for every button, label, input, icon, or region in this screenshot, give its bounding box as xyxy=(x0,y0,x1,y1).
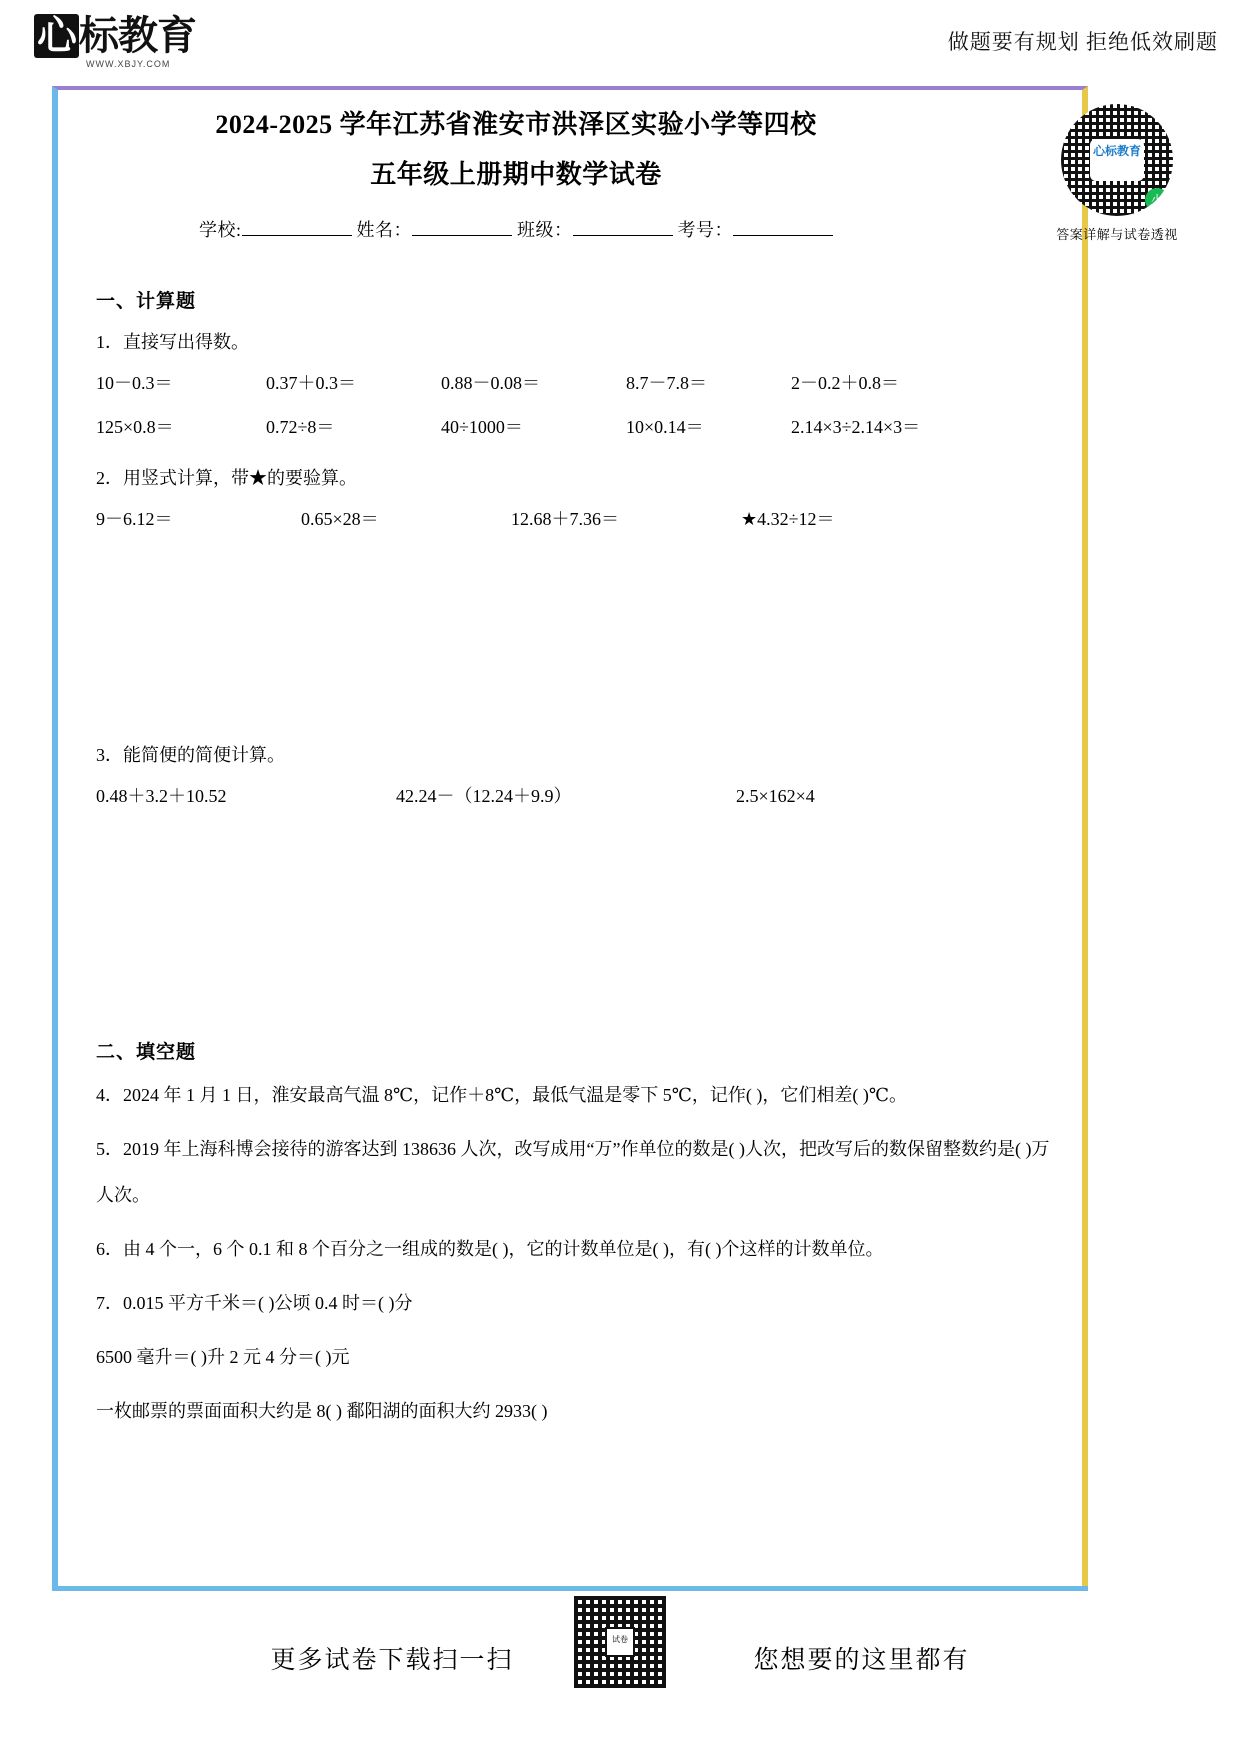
qr-caption: 答案详解与试卷透视 xyxy=(1056,227,1178,242)
q1-r1-item-5: 2－0.2＋0.8＝ xyxy=(791,373,899,393)
logo-rest-text: 标教育 xyxy=(79,14,196,58)
section-heading-2: 二、填空题 xyxy=(96,1042,197,1063)
question-1-prompt: 1．直接写出得数。 xyxy=(96,332,249,352)
footer-qr-label: 试卷 xyxy=(605,1627,635,1657)
qr-center-label: 心标教育 xyxy=(1090,139,1144,181)
title-line-2: 五年级上册期中数学试卷 xyxy=(370,160,662,189)
question-2-prompt: 2．用竖式计算，带★的要验算。 xyxy=(96,468,357,488)
label-name: 姓名： xyxy=(356,220,412,240)
answer-qr-block[interactable] xyxy=(1052,104,1182,243)
label-class: 班级： xyxy=(517,220,573,240)
brand-logo xyxy=(34,14,214,70)
q1-r1-item-3: 0.88－0.08＝ xyxy=(441,373,540,393)
footer-left-text: 更多试卷下载扫一扫 xyxy=(270,1647,514,1674)
class-blank[interactable] xyxy=(573,235,673,236)
q1-r1-item-4: 8.7－7.8＝ xyxy=(626,373,707,393)
q1-r1-item-2: 0.37＋0.3＝ xyxy=(266,373,356,393)
logo-wordmark xyxy=(34,14,214,58)
question-5: 5．2019 年上海科博会接待的游客达到 138636 人次，改写成用“万”作单位的数是( )人次，把改写后的数保留整数约是( )万人次。 xyxy=(96,1139,1050,1205)
title-line-1: 2024-2025 学年江苏省淮安市洪泽区实验小学等四校 xyxy=(215,110,817,139)
header-slogan: 做题要有规划 拒绝低效刷题 xyxy=(947,30,1218,54)
question-1-row-2 xyxy=(96,405,1056,449)
footer-right-text: 您想要的这里都有 xyxy=(753,1647,970,1674)
q3-item-2: 42.24－（12.24＋9.9） xyxy=(396,786,572,806)
page-footer xyxy=(0,1606,1240,1754)
logo-url-text: WWW.XBJY.COM xyxy=(86,59,171,69)
section-heading-1: 一、计算题 xyxy=(96,291,197,312)
school-blank[interactable] xyxy=(242,235,352,236)
question-2-work-area[interactable] xyxy=(96,541,1056,726)
q2-item-4: ★4.32÷12＝ xyxy=(741,509,835,529)
q1-r2-item-2: 0.72÷8＝ xyxy=(266,417,335,437)
question-3-row-1 xyxy=(96,774,1056,818)
question-6: 6．由 4 个一，6 个 0.1 和 8 个百分之一组成的数是( )，它的计数单位是( )，有( )个这样的计数单位。 xyxy=(96,1239,884,1259)
logo-xin-char: 心 xyxy=(34,14,79,58)
exam-no-blank[interactable] xyxy=(733,235,833,236)
label-exam-no: 考号： xyxy=(677,220,733,240)
page-title xyxy=(96,100,1056,200)
q1-r2-item-5: 2.14×3÷2.14×3＝ xyxy=(791,417,921,437)
question-7-line-1: 7．0.015 平方千米＝( )公顷 0.4 时＝( )分 xyxy=(96,1293,413,1313)
q3-item-3: 2.5×162×4 xyxy=(736,786,815,806)
q3-item-1: 0.48＋3.2＋10.52 xyxy=(96,786,227,806)
label-school: 学校: xyxy=(198,220,242,240)
q1-r1-item-1: 10－0.3＝ xyxy=(96,373,173,393)
q2-item-1: 9－6.12＝ xyxy=(96,509,173,529)
question-7-line-3: 一枚邮票的票面面积大约是 8( ) 鄱阳湖的面积大约 2933( ) xyxy=(96,1401,548,1421)
student-info-line xyxy=(96,216,1056,242)
page-frame-bottom xyxy=(52,1586,1088,1591)
qr-code-icon[interactable] xyxy=(1061,104,1173,216)
q2-item-2: 0.65×28＝ xyxy=(301,509,379,529)
question-3-work-area[interactable] xyxy=(96,818,1056,993)
name-blank[interactable] xyxy=(412,235,512,236)
footer-text xyxy=(0,1640,1240,1676)
qr-badge-icon: 小 xyxy=(1145,188,1169,212)
question-4: 4．2024 年 1 月 1 日，淮安最高气温 8℃，记作＋8℃，最低气温是零下 5℃，记作( )，它们相差( )℃。 xyxy=(96,1085,908,1105)
q1-r2-item-1: 125×0.8＝ xyxy=(96,417,174,437)
document-body xyxy=(96,100,1056,1434)
question-3-prompt: 3．能简便的简便计算。 xyxy=(96,745,285,765)
q1-r2-item-4: 10×0.14＝ xyxy=(626,417,704,437)
page-header xyxy=(0,0,1240,82)
question-1-row-1 xyxy=(96,361,1056,405)
q1-r2-item-3: 40÷1000＝ xyxy=(441,417,523,437)
q2-item-3: 12.68＋7.36＝ xyxy=(511,509,619,529)
question-2-row-1 xyxy=(96,497,1056,541)
question-7-line-2: 6500 毫升＝( )升 2 元 4 分＝( )元 xyxy=(96,1347,350,1367)
